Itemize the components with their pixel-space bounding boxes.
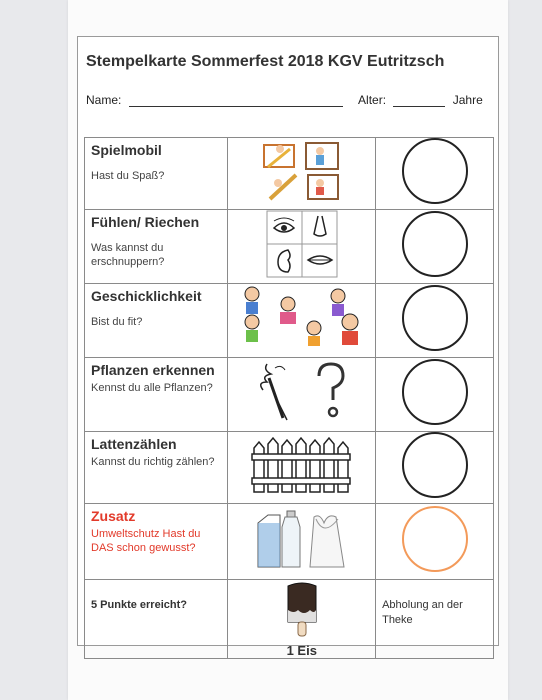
reward-image <box>228 580 376 659</box>
station-title: Fühlen/ Riechen <box>91 214 200 230</box>
station-text <box>85 504 228 580</box>
age-label: Alter: <box>358 93 387 107</box>
stamp-field[interactable] <box>376 358 494 432</box>
pickup-note: Abholung an der Theke <box>382 599 463 626</box>
station-text <box>85 432 228 504</box>
stamp-circle <box>402 285 468 351</box>
name-field[interactable] <box>129 94 343 107</box>
station-subtitle: Hast du Spaß? <box>91 170 165 182</box>
station-image <box>228 284 376 358</box>
stamp-field[interactable] <box>376 504 494 580</box>
name-label: Name: <box>86 93 122 107</box>
stamp-field[interactable] <box>376 284 494 358</box>
reward-label: 1 Eis <box>286 643 317 658</box>
station-title: Lattenzählen <box>91 436 177 452</box>
years-label: Jahre <box>452 93 483 107</box>
station-subtitle: Kennst du alle Pflanzen? <box>91 382 213 394</box>
station-subtitle: Umweltschutz Hast du DAS schon gewusst? <box>91 528 201 554</box>
station-row <box>85 284 494 358</box>
stamp-field[interactable] <box>376 210 494 284</box>
card-title: Stempelkarte Sommerfest 2018 KGV Eutritzsch <box>86 53 445 70</box>
station-image <box>228 432 376 504</box>
reward-text <box>85 580 228 659</box>
stations-table <box>84 137 494 659</box>
age-field[interactable] <box>393 94 445 107</box>
station-text <box>85 284 228 358</box>
station-title: Zusatz <box>91 508 136 524</box>
reward-title: 5 Punkte erreicht? <box>91 599 187 611</box>
station-image <box>228 358 376 432</box>
senses-icon <box>266 210 338 278</box>
stamp-circle <box>402 506 468 572</box>
station-image <box>228 504 376 580</box>
station-text <box>85 358 228 432</box>
pickup-field <box>376 580 494 659</box>
recycling-items-icon <box>254 509 350 569</box>
stamp-circle <box>402 138 468 204</box>
station-subtitle: Was kannst du erschnuppern? <box>91 242 165 268</box>
station-row <box>85 432 494 504</box>
station-title: Geschicklichkeit <box>91 288 202 304</box>
station-title: Pflanzen erkennen <box>91 362 215 378</box>
station-image <box>228 210 376 284</box>
station-image <box>228 138 376 210</box>
stamp-field[interactable] <box>376 432 494 504</box>
name-age-row <box>86 93 486 107</box>
stamp-circle <box>402 359 468 425</box>
kids-icon <box>238 284 366 352</box>
reward-row <box>85 580 494 659</box>
station-title: Spielmobil <box>91 142 162 158</box>
ice-cream-icon <box>282 580 322 638</box>
station-row <box>85 358 494 432</box>
station-subtitle: Kannst du richtig zählen? <box>91 456 215 468</box>
stamp-field[interactable] <box>376 138 494 210</box>
playground-icon <box>260 139 344 203</box>
station-text <box>85 210 228 284</box>
stamp-circle <box>402 211 468 277</box>
station-row <box>85 138 494 210</box>
fence-icon <box>250 436 354 494</box>
station-subtitle: Bist du fit? <box>91 316 143 328</box>
station-text <box>85 138 228 210</box>
station-row <box>85 210 494 284</box>
plant-question-icon <box>247 360 357 424</box>
stamp-circle <box>402 432 468 498</box>
station-row-extra <box>85 504 494 580</box>
